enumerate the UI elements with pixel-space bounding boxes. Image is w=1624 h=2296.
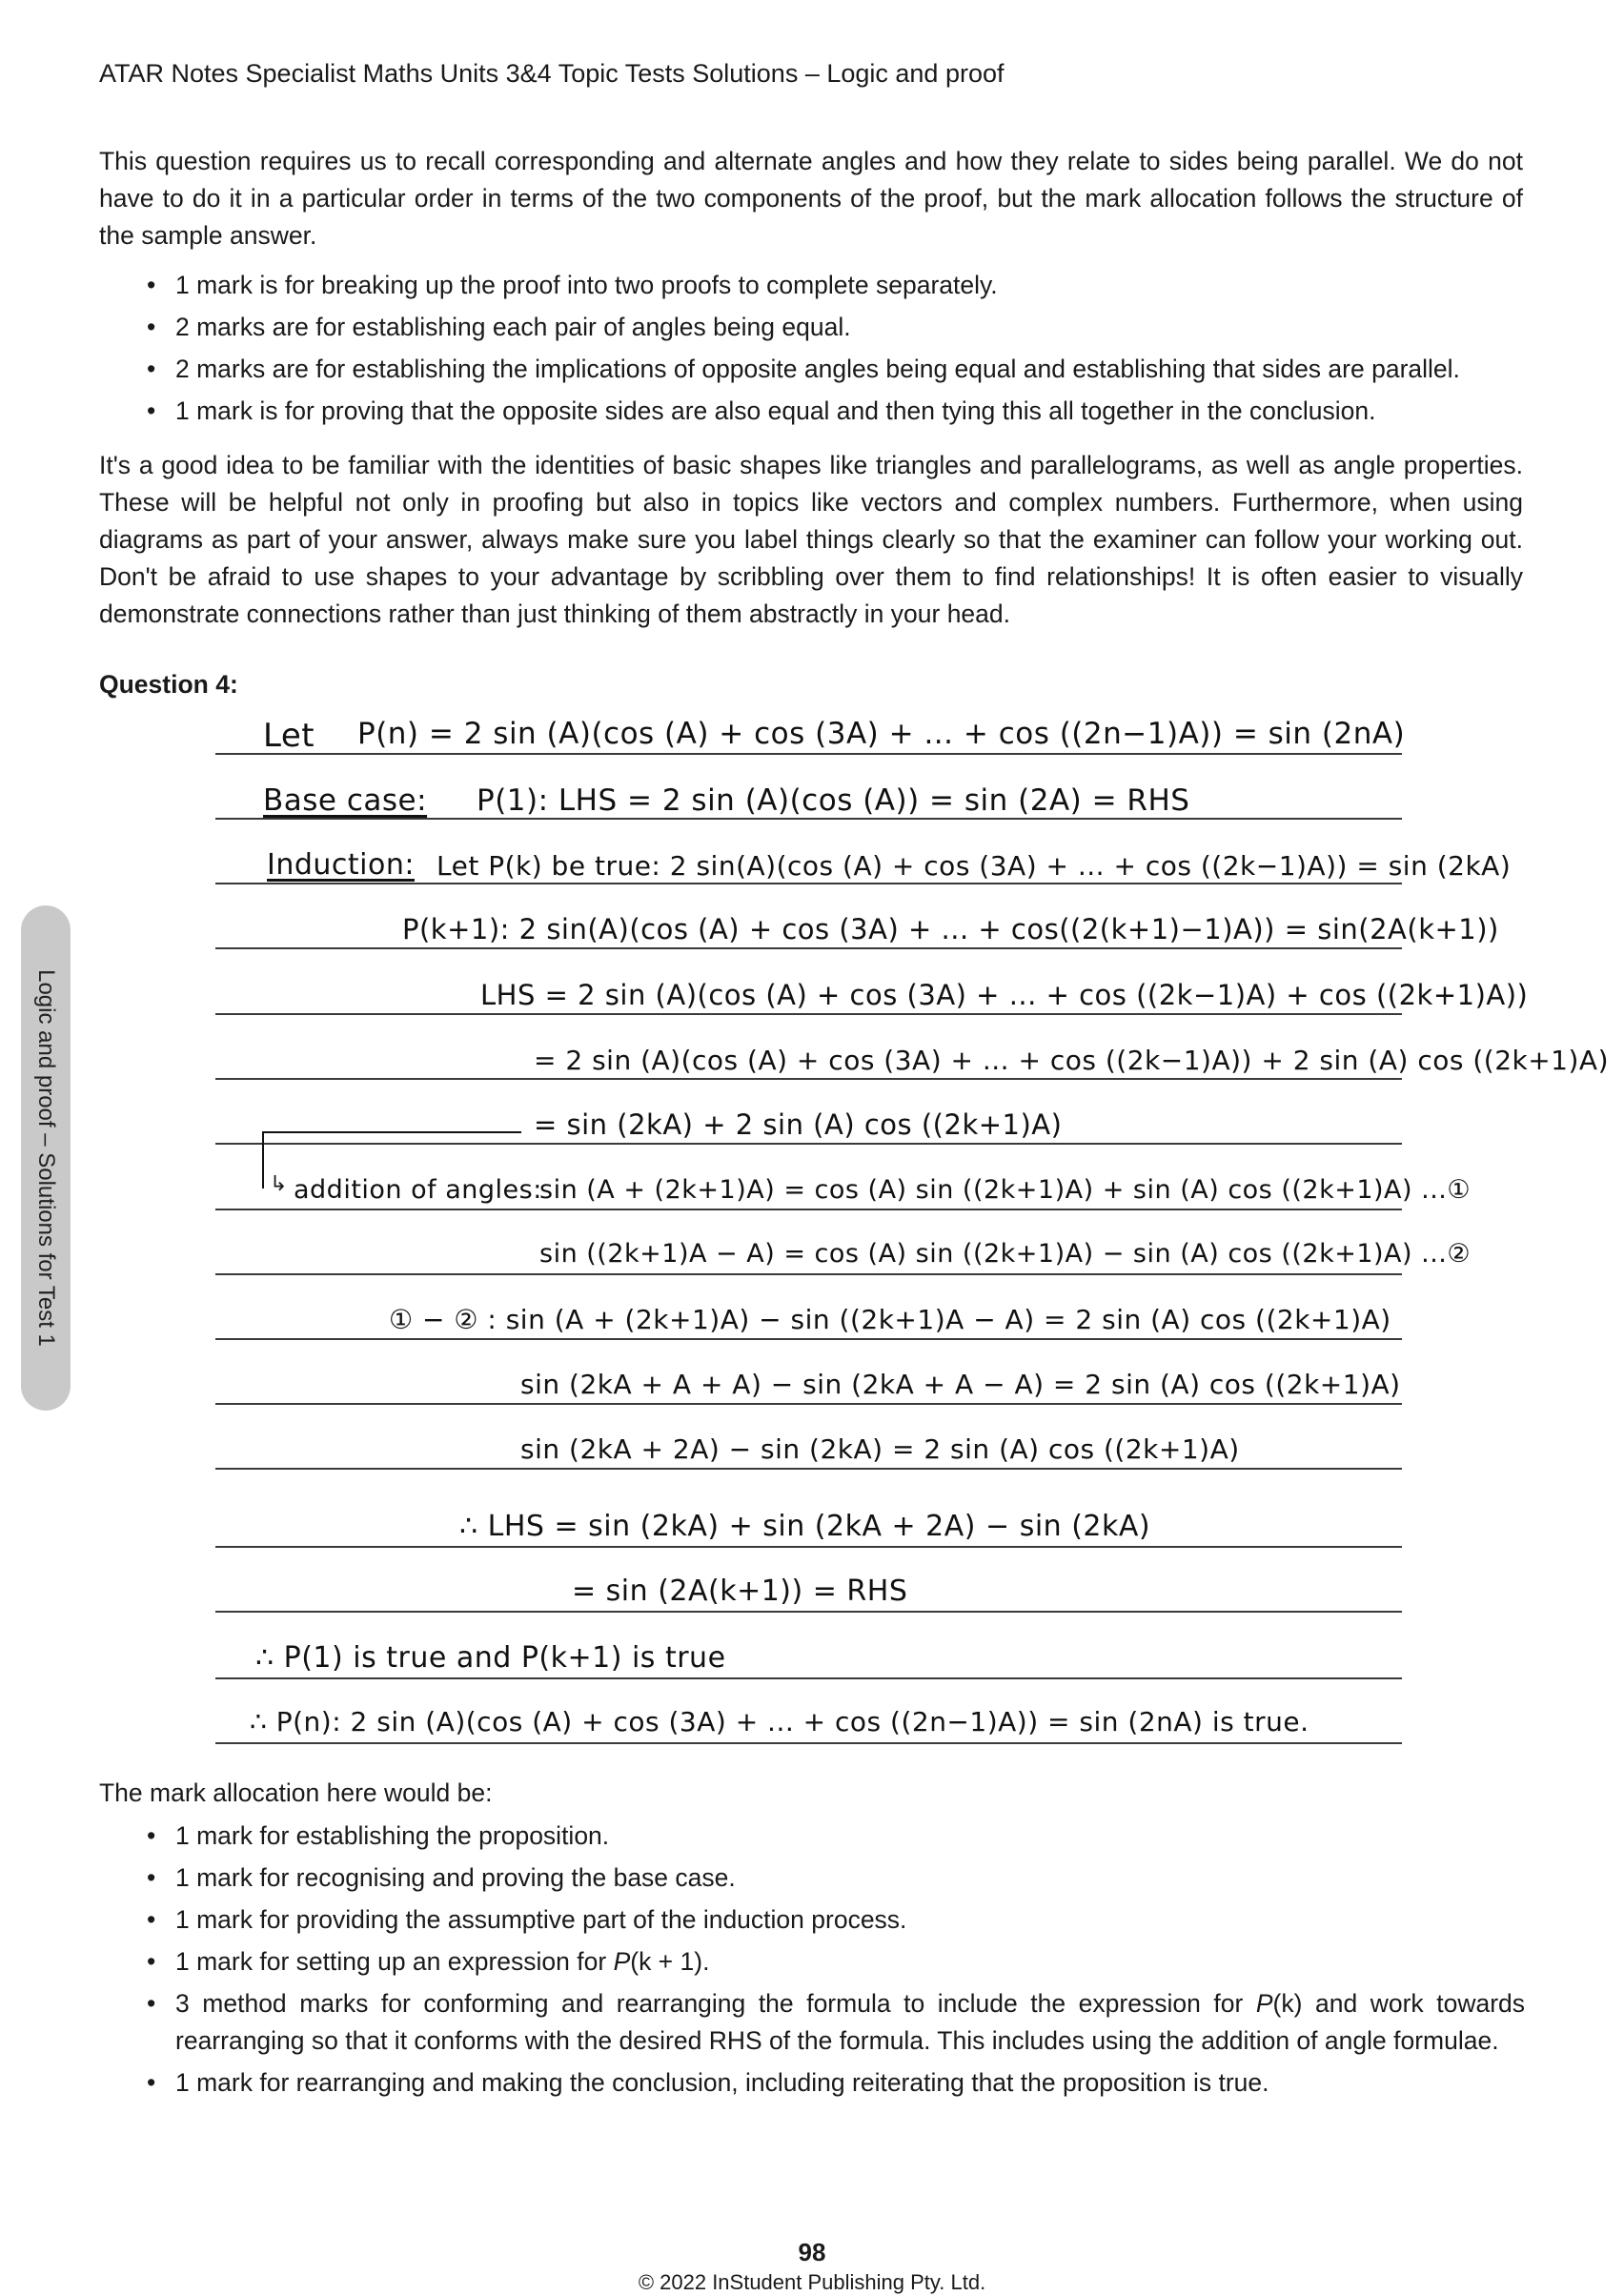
- bullet-text: (k): [1272, 1989, 1303, 2018]
- ruled-line: [215, 1611, 1402, 1613]
- ruled-line: [215, 1403, 1402, 1405]
- list-item: • 2 marks are for establishing the implications of opposite angles being equal and establishing that sides are parallel.: [143, 351, 1525, 388]
- question-title: Question 4:: [99, 670, 238, 699]
- hw-line-1: P(n) = 2 sin (A)(cos (A) + cos (3A) + ... + cos ((2n−1)A)) = sin (2nA): [357, 717, 1406, 751]
- hw-line-9: sin ((2k+1)A − A) = cos (A) sin ((2k+1)A) − sin (A) cos ((2k+1)A) ...②: [539, 1239, 1472, 1269]
- ruled-line: [215, 818, 1402, 820]
- ruled-line: [215, 1078, 1402, 1080]
- advice-paragraph: It's a good idea to be familiar with the identities of basic shapes like triangles and parallelograms, as well as angle properties. These will be helpful not only in proofing but also in topics like vectors and complex numbers. Furthermore, when using diagrams as part of your answer, always make sure you label things clearly so that the examiner can follow your working out. Don't be afraid to use shapes to your advantage by scribbling over them to find relationships! It is often easier to visually demonstrate connections rather than just thinking of them abstractly in your head.: [99, 451, 1523, 628]
- hw-line-13: ∴ LHS = sin (2kA) + sin (2kA + 2A) − sin (2kA): [459, 1510, 1151, 1543]
- hw-line-10: ① − ② : sin (A + (2k+1)A) − sin ((2k+1)A − A) = 2 sin (A) cos ((2k+1)A): [389, 1304, 1391, 1335]
- ruled-line: [215, 1546, 1402, 1548]
- hw-line-3-label: Induction:: [267, 848, 415, 882]
- bracket-arrow-top: [262, 1131, 521, 1133]
- bullet-text: (k + 1).: [630, 1947, 710, 1976]
- ruled-line: [215, 883, 1402, 884]
- hw-line-8-label: addition of angles:: [294, 1175, 542, 1205]
- ruled-line: [215, 1209, 1402, 1210]
- hw-line-11: sin (2kA + A + A) − sin (2kA + A − A) = 2 sin (A) cos ((2k+1)A): [520, 1369, 1401, 1400]
- q4-mark-list: [143, 1818, 1525, 2106]
- ruled-line: [215, 1742, 1402, 1744]
- hw-line-8: sin (A + (2k+1)A) = cos (A) sin ((2k+1)A) + sin (A) cos ((2k+1)A) ...①: [539, 1175, 1472, 1205]
- list-item: [143, 1943, 1525, 1981]
- bullet-text: 3 method marks for conforming and rearranging the formula to include the expression for: [175, 1989, 1256, 2018]
- hw-line-16: ∴ P(n): 2 sin (A)(cos (A) + cos (3A) + ... + cos ((2n−1)A)) = sin (2nA) is true.: [250, 1706, 1309, 1737]
- page-header: ATAR Notes Specialist Maths Units 3&4 Topic Tests Solutions – Logic and proof: [99, 59, 1005, 88]
- list-item: • 1 mark for providing the assumptive part of the induction process.: [143, 1901, 1525, 1939]
- intro-paragraph: This question requires us to recall corresponding and alternate angles and how they relate to sides being parallel. We do not have to do it in a particular order in terms of the two components of the proof, but the mark allocation follows the structure of the sample answer.: [99, 147, 1523, 250]
- bullet-text: 1 mark for setting up an expression for: [175, 1947, 614, 1976]
- hw-line-14: = sin (2A(k+1)) = RHS: [572, 1575, 908, 1608]
- side-tab: [21, 905, 71, 1411]
- side-tab-label: Logic and proof – Solutions for Test 1: [33, 969, 59, 1347]
- page-number: 98: [798, 2238, 826, 2266]
- list-item: • 1 mark is for breaking up the proof into two proofs to complete separately.: [143, 267, 1525, 304]
- hw-line-4: P(k+1): 2 sin(A)(cos (A) + cos (3A) + ... + cos((2(k+1)−1)A)) = sin(2A(k+1)): [402, 913, 1499, 945]
- list-item: • 1 mark for rearranging and making the conclusion, including reiterating that the proposition is true.: [143, 2064, 1525, 2102]
- list-item: [143, 1985, 1525, 2060]
- list-item: • 1 mark is for proving that the opposite sides are also equal and then tying this all together in the conclusion.: [143, 393, 1525, 430]
- bullet-var: P: [613, 1947, 631, 1976]
- list-item: • 1 mark for recognising and proving the base case.: [143, 1859, 1525, 1897]
- ruled-line: [215, 1468, 1402, 1470]
- hw-line-2-label: Base case:: [263, 783, 428, 818]
- hw-line-1-label: Let: [263, 717, 315, 755]
- ruled-line: [215, 1143, 1402, 1145]
- ruled-line: [215, 1338, 1402, 1340]
- copyright: © 2022 InStudent Publishing Pty. Ltd.: [638, 2270, 986, 2294]
- list-item: • 2 marks are for establishing each pair of angles being equal.: [143, 309, 1525, 346]
- hw-line-3: Let P(k) be true: 2 sin(A)(cos (A) + cos (3A) + ... + cos ((2k−1)A)) = sin (2kA): [436, 850, 1512, 882]
- hw-line-7: = sin (2kA) + 2 sin (A) cos ((2k+1)A): [534, 1108, 1063, 1141]
- q3-mark-list: [143, 267, 1525, 435]
- hw-line-12: sin (2kA + 2A) − sin (2kA) = 2 sin (A) cos ((2k+1)A): [520, 1433, 1240, 1465]
- hw-line-6: = 2 sin (A)(cos (A) + cos (3A) + ... + cos ((2k−1)A)) + 2 sin (A) cos ((2k+1)A): [534, 1045, 1609, 1076]
- bullet-text: and work towards rearranging so that it conforms with the desired RHS of the formula. This includes using the addition of angle formulae.: [175, 1989, 1526, 2055]
- ruled-line: [215, 753, 1402, 755]
- mark-allocation-intro: The mark allocation here would be:: [99, 1778, 493, 1807]
- arrow-right-icon: ↳: [270, 1172, 288, 1196]
- bullet-var: P: [1255, 1989, 1273, 2018]
- hw-line-5: LHS = 2 sin (A)(cos (A) + cos (3A) + ... + cos ((2k−1)A) + cos ((2k+1)A)): [480, 979, 1529, 1011]
- ruled-line: [215, 1273, 1402, 1275]
- ruled-line: [215, 947, 1402, 949]
- ruled-line: [215, 1677, 1402, 1679]
- bracket-arrow-vertical: [262, 1131, 264, 1189]
- hw-line-15: ∴ P(1) is true and P(k+1) is true: [255, 1641, 726, 1675]
- ruled-line: [215, 1013, 1402, 1015]
- list-item: • 1 mark for establishing the proposition.: [143, 1818, 1525, 1855]
- hw-line-2: P(1): LHS = 2 sin (A)(cos (A)) = sin (2A) = RHS: [477, 783, 1190, 818]
